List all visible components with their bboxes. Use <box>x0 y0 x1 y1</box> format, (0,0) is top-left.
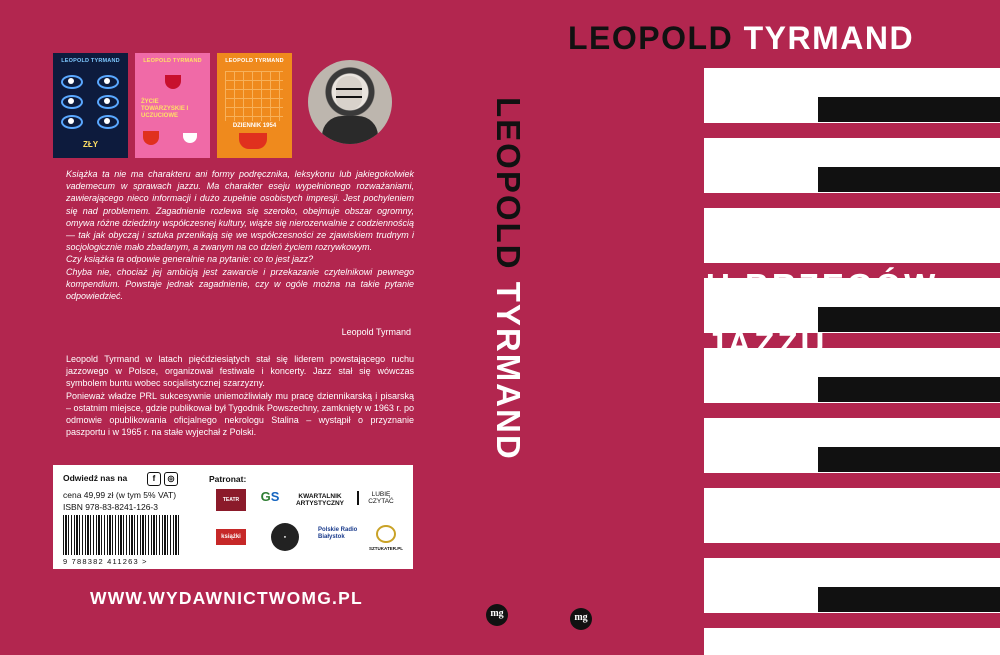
visit-label: Odwiedź nas na <box>63 473 128 483</box>
facebook-icon[interactable]: f <box>147 472 161 486</box>
quote-paragraph: Chyba nie, chociaż jej ambicją jest zawarcie i przekazanie czytelnikowi pewnego kompendium. Powstaje jednak zagadnienie, czy w ogóle można na takie pytanie odpowiedzieć. <box>66 266 414 302</box>
polskie-radio-logo: Polskie Radio Białystok <box>318 527 358 540</box>
quote-signature: Leopold Tyrmand <box>341 327 411 337</box>
book-title: ZŁY <box>83 140 99 149</box>
book-thumbnail-zly <box>53 53 128 158</box>
book-title: DZIENNIK 1954 <box>232 123 277 129</box>
title-line-2: JAZZU <box>706 325 828 362</box>
author-name <box>568 20 914 57</box>
book-thumbnail-zycie <box>135 53 210 158</box>
eye-icon <box>97 75 119 89</box>
barcode-digits: 9 788382 411263 > <box>63 557 148 566</box>
ksiazki-logo: książki <box>216 529 246 545</box>
spine-first-name: LEOPOLD <box>490 97 527 271</box>
publisher-logo-icon: mg <box>486 604 508 626</box>
author-portrait <box>308 60 392 144</box>
patronat-label: Patronat: <box>209 474 247 484</box>
publisher-logo-icon: mg <box>570 608 592 630</box>
isbn: ISBN 978-83-8241-126-3 <box>63 502 158 512</box>
book-thumbnail-dziennik <box>217 53 292 158</box>
instagram-icon[interactable]: ◎ <box>164 472 178 486</box>
eye-icon <box>97 95 119 109</box>
spine-last-name: TYRMAND <box>490 281 527 461</box>
price: cena 49,99 zł (w tym 5% VAT) <box>63 490 177 500</box>
piano-white-key <box>704 628 1000 655</box>
eye-icon <box>97 115 119 129</box>
author-first-name: LEOPOLD <box>568 20 734 56</box>
cup-icon <box>183 133 197 143</box>
eye-icon <box>61 115 83 129</box>
book-title: ŻYCIE TOWARZYSKIE I UCZUCIOWE <box>141 99 189 119</box>
piano-black-key <box>818 377 1000 402</box>
eye-icon <box>61 95 83 109</box>
piano-white-key <box>704 488 1000 543</box>
book-title-front <box>706 264 938 366</box>
info-box <box>53 465 413 569</box>
piano-black-key <box>818 587 1000 612</box>
author-bio <box>66 353 414 438</box>
title-line-1: U BRZEGÓW <box>706 267 939 304</box>
kwartalnik-logo: KWARTALNIK ARTYSTYCZNY <box>295 493 345 507</box>
book-author: LEOPOLD TYRMAND <box>61 58 120 64</box>
author-quote <box>66 168 414 302</box>
wine-glass-icon <box>165 75 181 89</box>
quote-paragraph: Czy książka ta odpowie generalnie na pytanie: co to jest jazz? <box>66 254 314 265</box>
glasses-icon <box>336 88 362 98</box>
piano-black-key <box>818 447 1000 472</box>
piano-black-key <box>818 167 1000 192</box>
quote-paragraph: Książka ta nie ma charakteru ani formy podręcznika, leksykonu lub jakiegokolwiek vademecum w sprawach jazzu. Ma charakter eseju wypełnionego rozważaniami, zawierającego nieco informacji i dużo zupełnie osobistych impresji. Jest pochyleniem się nad problemem. Zagadnienie rozlewa się szeroko, obejmuje obszar ogromny, omywa różne dziedziny współczesnej kultury, wiąże się nierozerwalnie z codziennością — tak jak obyczaj i sztuka przenikają się we współczesności ze zjawiskiem trudnym i socjologicznie mało zbadanym, a zwanym na co dzień życiem rozrywkowym. <box>66 169 414 253</box>
book-author: LEOPOLD TYRMAND <box>143 58 202 64</box>
teatr-logo: TEATR <box>216 489 246 511</box>
lubie-czytac-logo: LUBIĘ CZYTAĆ <box>357 491 403 505</box>
author-last-name: TYRMAND <box>743 20 915 56</box>
seal-logo: ● <box>271 523 299 551</box>
piano-white-key <box>704 208 1000 263</box>
bio-paragraph: Ponieważ władze PRL sukcesywnie uniemożliwiały mu pracę dziennikarską i pisarską – ostatnim miejsce, gdzie publikował był Tygodnik Powszechny, zamknięty w 1963 r. po odmowie opublikowania oficjalnego nekrologu Stalina – wystąpił o przyznanie paszportu i w 1965 r. na stałe wyjechał z Polski. <box>66 390 414 438</box>
publisher-website[interactable]: WWW.WYDAWNICTWOMG.PL <box>90 588 363 608</box>
book-author: LEOPOLD TYRMAND <box>225 58 284 64</box>
sztukater-logo: SZTUKATER.PL <box>368 525 404 552</box>
calendar-grid <box>225 71 283 121</box>
eye-icon <box>61 75 83 89</box>
spine-title <box>488 97 528 461</box>
coffee-cup-icon <box>239 133 267 149</box>
lips-icon <box>143 131 159 145</box>
piano-black-key <box>818 97 1000 122</box>
barcode <box>63 515 181 555</box>
bio-paragraph: Leopold Tyrmand w latach pięćdziesiątych stał się liderem powstającego ruchu jazzowego w Polsce, organizował festiwale i koncerty. Jazz stał się wówczas symbolem buntu wobec socjalistycznej szarzyzny. <box>66 354 414 389</box>
gs-logo: GS <box>260 489 280 504</box>
